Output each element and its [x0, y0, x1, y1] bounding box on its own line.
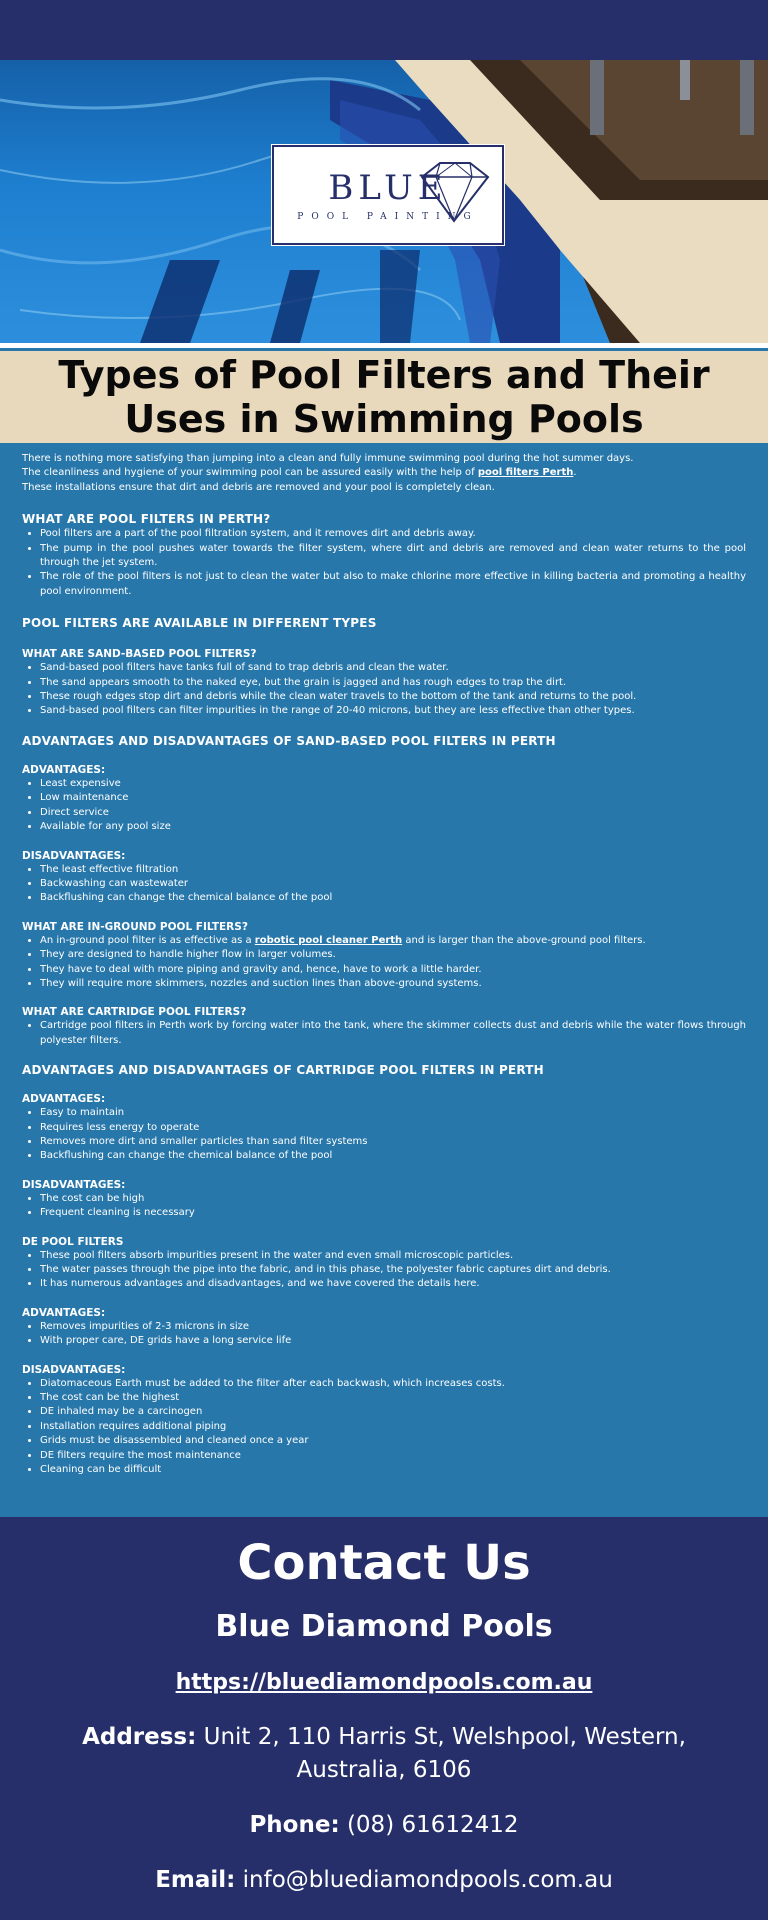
list-item: • Sand-based pool filters can filter impurities in the range of 20-40 microns, but they are less effective than other types. — [40, 704, 746, 718]
contact-heading: Contact Us — [237, 1535, 531, 1591]
bullet-list — [22, 934, 746, 992]
list-item: • Removes more dirt and smaller particles than sand filter systems — [40, 1135, 746, 1149]
list-item: • With proper care, DE grids have a long service life — [40, 1334, 746, 1348]
hero-divider — [0, 343, 768, 351]
list-item: • Removes impurities of 2-3 microns in size — [40, 1320, 746, 1334]
list-item: • The sand appears smooth to the naked eye, but the grain is jagged and has rough edges to trap the dirt. — [40, 676, 746, 690]
list-item: • Easy to maintain — [40, 1106, 746, 1120]
list-item: • Low maintenance — [40, 791, 746, 805]
section-heading: POOL FILTERS ARE AVAILABLE IN DIFFERENT TYPES — [22, 616, 377, 631]
section-heading: WHAT ARE POOL FILTERS IN PERTH? — [22, 512, 271, 527]
address-value: Unit 2, 110 Harris St, Welshpool, Western, Australia, 6106 — [196, 1724, 686, 1783]
website-url[interactable]: https://bluediamondpools.com.au — [175, 1670, 593, 1695]
list-item: • These pool filters absorb impurities present in the water and even small microscopic particles. — [40, 1249, 746, 1263]
contact-section — [0, 1517, 768, 1920]
advantages-label: ADVANTAGES: — [22, 1306, 106, 1319]
bullet-list — [22, 661, 746, 719]
company-name: Blue Diamond Pools — [215, 1609, 553, 1644]
email-value: info@bluediamondpools.com.au — [235, 1867, 613, 1893]
subsection-heading: WHAT ARE IN-GROUND POOL FILTERS? — [22, 920, 248, 933]
title-banner — [0, 351, 768, 443]
disadvantages-label: DISADVANTAGES: — [22, 1178, 126, 1191]
bullet-list — [22, 1249, 746, 1292]
subsection-heading: WHAT ARE CARTRIDGE POOL FILTERS? — [22, 1006, 247, 1019]
list-item: • The pump in the pool pushes water towards the filter system, where dirt and debris are removed and clean water returns to the pool through the jet system. — [40, 542, 746, 571]
email-line — [24, 1864, 744, 1897]
bullet-list — [22, 1192, 746, 1221]
list-item: • Pool filters are a part of the pool filtration system, and it removes dirt and debris away. — [40, 527, 746, 541]
logo — [272, 145, 504, 245]
bullet-list — [22, 863, 746, 906]
address-label: Address: — [82, 1724, 197, 1750]
disadvantages-label: DISADVANTAGES: — [22, 1363, 126, 1376]
intro-line: There is nothing more satisfying than jumping into a clean and fully immune swimming pool during the hot summer days. — [22, 453, 634, 464]
website-link[interactable] — [0, 1667, 768, 1699]
list-text: and is larger than the above-ground pool filters. — [402, 934, 646, 946]
section-heading: ADVANTAGES AND DISADVANTAGES OF SAND-BASED POOL FILTERS IN PERTH — [22, 733, 556, 748]
article-body — [0, 443, 768, 1517]
list-item: • The water passes through the pipe into the fabric, and in this phase, the polyester fabric captures dirt and debris. — [40, 1263, 746, 1277]
list-item: • Requires less energy to operate — [40, 1121, 746, 1135]
top-band — [0, 0, 768, 60]
list-item: • DE filters require the most maintenance — [40, 1449, 746, 1463]
pool-filters-perth-link[interactable]: pool filters Perth — [477, 467, 574, 479]
list-item: • Backwashing can wastewater — [40, 877, 746, 891]
list-item: • Installation requires additional piping — [40, 1420, 746, 1434]
intro-text: The cleanliness and hygiene of your swimming pool can be assured easily with the help of — [22, 467, 478, 479]
list-item — [40, 934, 746, 948]
list-item: • Diatomaceous Earth must be added to the filter after each backwash, which increases costs. — [40, 1377, 746, 1391]
list-item: • Direct service — [40, 806, 746, 820]
hero-image — [0, 60, 768, 343]
robotic-pool-cleaner-link[interactable]: robotic pool cleaner Perth — [254, 934, 403, 946]
list-item: • Least expensive — [40, 777, 746, 791]
intro-line: These installations ensure that dirt and debris are removed and your pool is completely clean. — [22, 481, 495, 493]
list-item: • They have to deal with more piping and gravity and, hence, have to work a little harder. — [40, 963, 746, 977]
logo-tagline: POOL PAINTING — [297, 212, 479, 222]
phone-line — [24, 1809, 744, 1842]
list-item: • The cost can be high — [40, 1192, 746, 1206]
list-item: • Sand-based pool filters have tanks full of sand to trap debris and clean the water. — [40, 661, 746, 675]
email-label: Email: — [155, 1867, 236, 1893]
list-item: • Frequent cleaning is necessary — [40, 1206, 746, 1220]
bullet-list — [22, 1320, 746, 1349]
subsection-heading: WHAT ARE SAND-BASED POOL FILTERS? — [22, 648, 257, 661]
subsection-heading: DE POOL FILTERS — [22, 1235, 124, 1248]
disadvantages-label: DISADVANTAGES: — [22, 849, 126, 862]
list-item: • They are designed to handle higher flow in larger volumes. — [40, 948, 746, 962]
intro-line — [22, 466, 746, 480]
list-item: • They will require more skimmers, nozzles and suction lines than above-ground systems. — [40, 977, 746, 991]
bullet-list — [22, 527, 746, 599]
list-item: • The cost can be the highest — [40, 1391, 746, 1405]
list-text: An in-ground pool filter is as effective as a — [40, 934, 255, 946]
bullet-list — [22, 777, 746, 835]
bullet-list — [22, 1106, 746, 1164]
list-item: • The least effective filtration — [40, 863, 746, 877]
list-item: • Backflushing can change the chemical balance of the pool — [40, 891, 746, 905]
bullet-list — [22, 1019, 746, 1048]
phone-label: Phone: — [249, 1812, 340, 1838]
list-item: • The role of the pool filters is not just to clean the water but also to make chlorine more effective in killing bacteria and promoting a healthy pool environment. — [40, 570, 746, 599]
section-heading: ADVANTAGES AND DISADVANTAGES OF CARTRIDGE POOL FILTERS IN PERTH — [22, 1063, 544, 1078]
intro-text: . — [573, 467, 577, 479]
list-item: • DE inhaled may be a carcinogen — [40, 1405, 746, 1419]
advantages-label: ADVANTAGES: — [22, 1093, 106, 1106]
page-title: Types of Pool Filters and Their Uses in Swimming Pools — [58, 353, 710, 441]
list-item: • Backflushing can change the chemical balance of the pool — [40, 1149, 746, 1163]
logo-wordmark: BLUE — [328, 168, 448, 208]
list-item: • Available for any pool size — [40, 820, 746, 834]
diamond-icon — [412, 161, 496, 225]
bullet-list — [22, 1377, 746, 1478]
list-item: • These rough edges stop dirt and debris while the clean water travels to the bottom of the tank and returns to the pool. — [40, 690, 746, 704]
advantages-label: ADVANTAGES: — [22, 763, 106, 776]
list-item: • Cleaning can be difficult — [40, 1463, 746, 1477]
list-item: • Cartridge pool filters in Perth work by forcing water into the tank, where the skimmer collects dust and debris while the water flows through polyester filters. — [40, 1019, 746, 1048]
list-item: • Grids must be disassembled and cleaned once a year — [40, 1434, 746, 1448]
address-line — [24, 1721, 744, 1787]
phone-value: (08) 61612412 — [339, 1812, 519, 1838]
list-item: • It has numerous advantages and disadvantages, and we have covered the details here. — [40, 1277, 746, 1291]
